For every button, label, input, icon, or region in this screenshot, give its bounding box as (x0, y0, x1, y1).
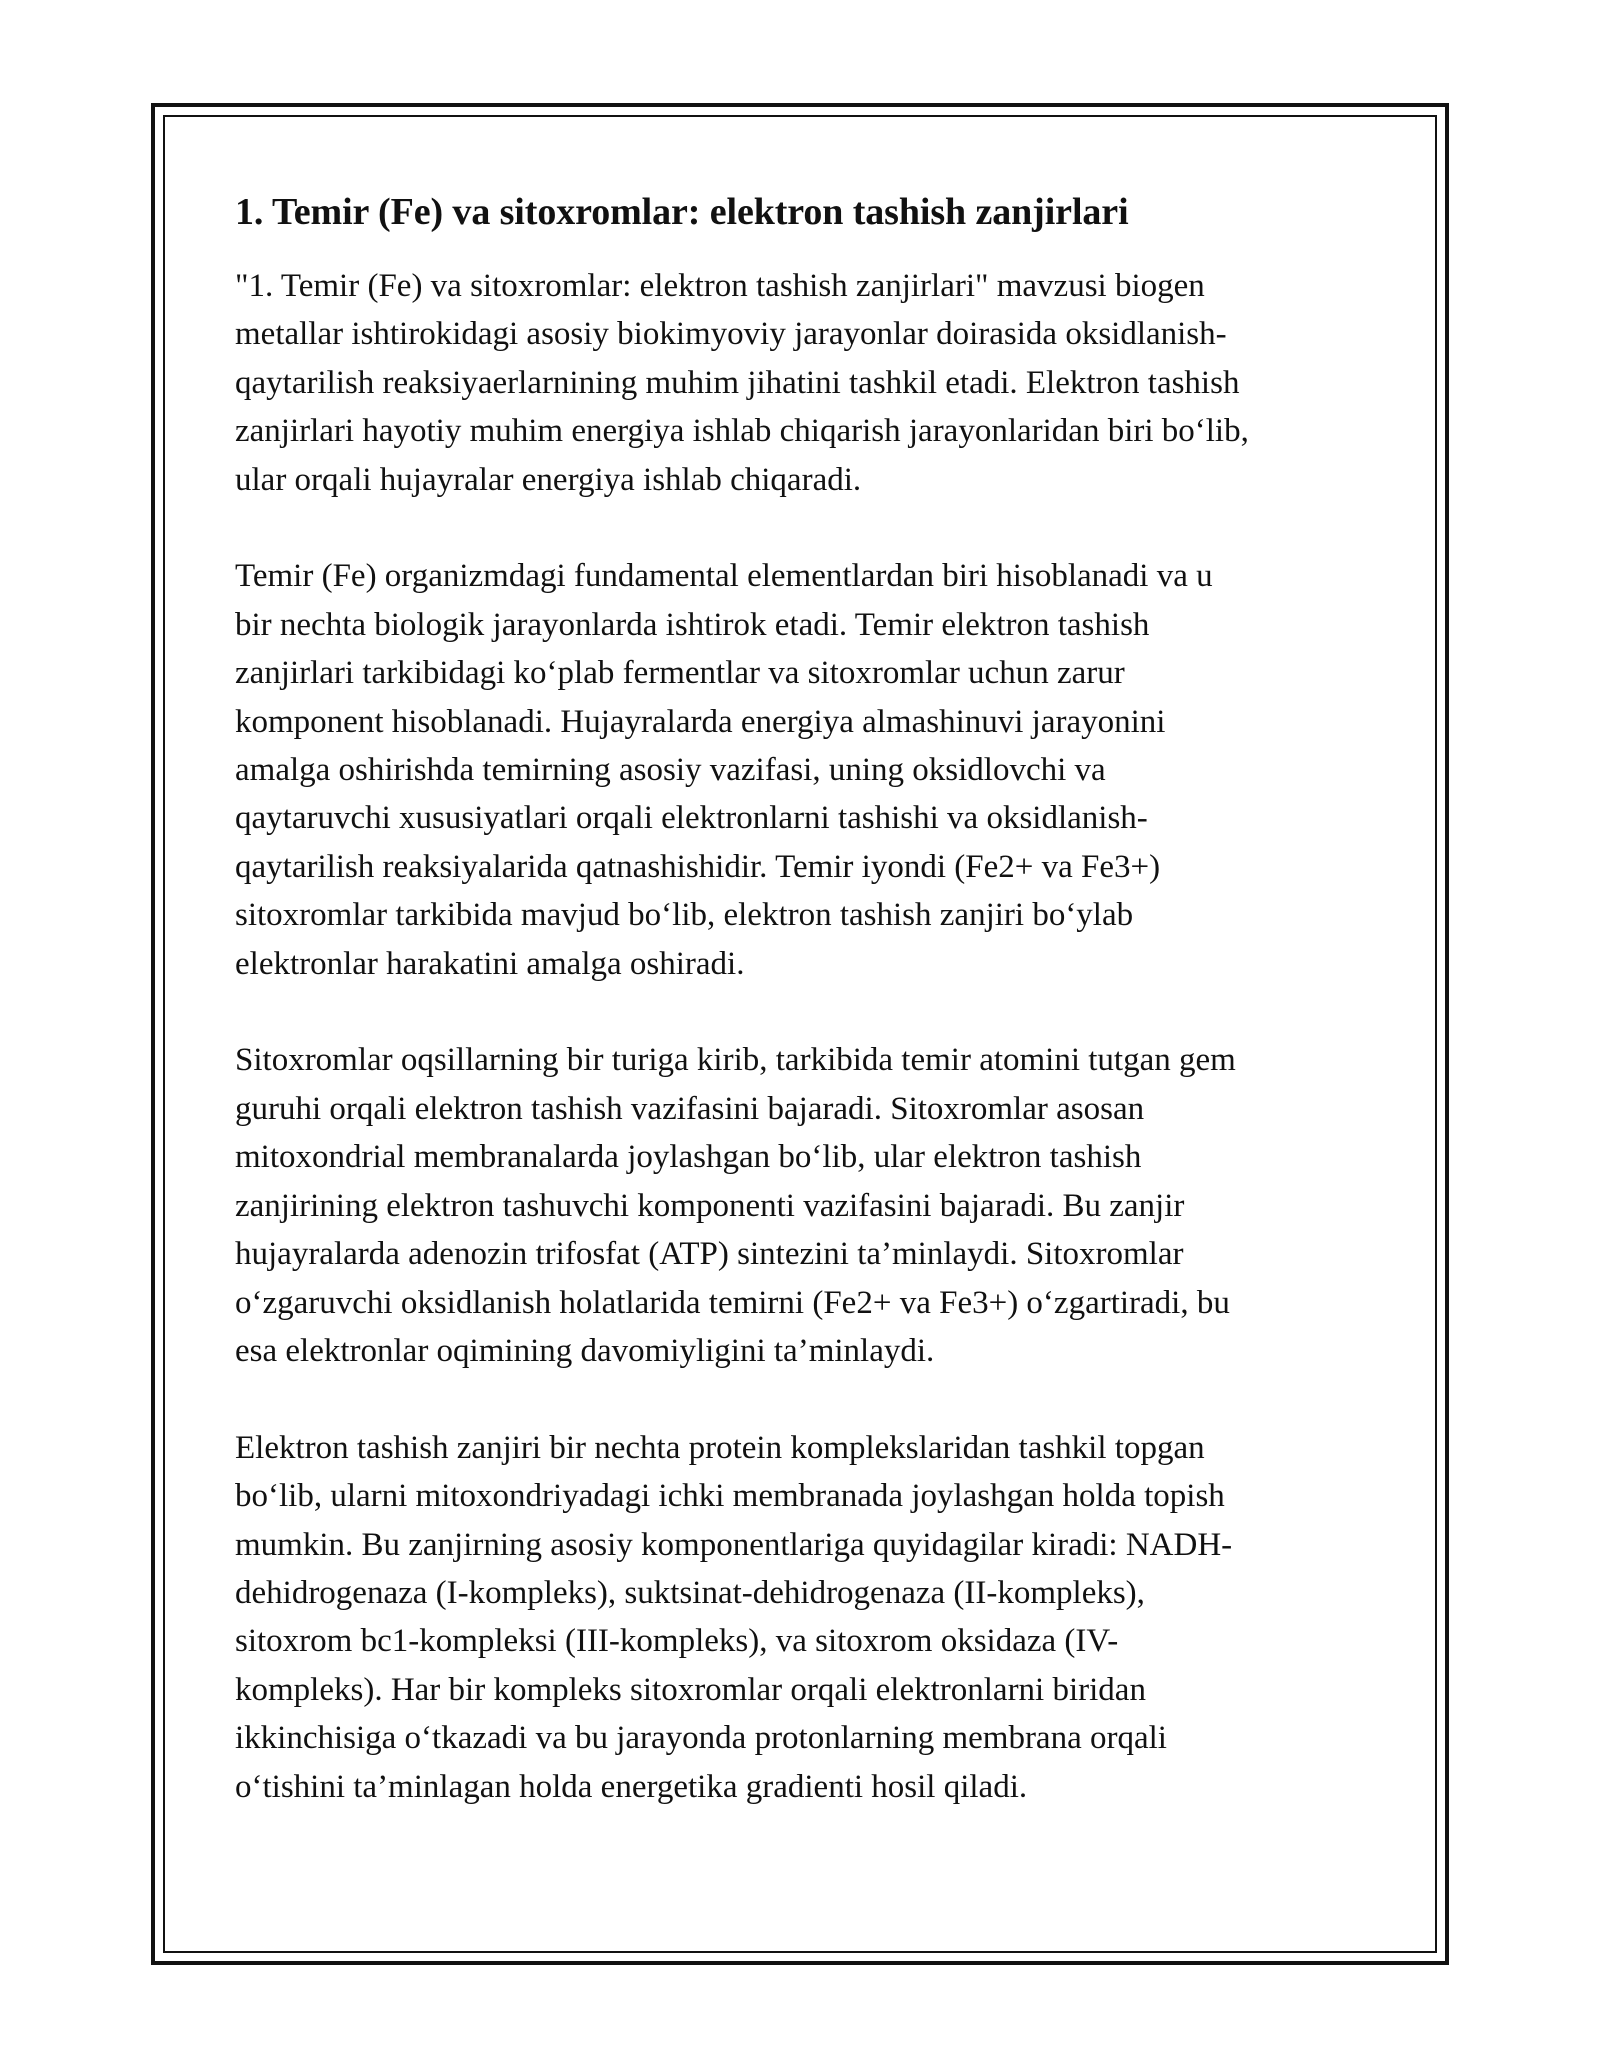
paragraph-line: qaytarilish reaksiyaerlarnining muhim jihatini tashkil etadi. Elektron tashish (235, 364, 1240, 401)
paragraph-line: bir nechta biologik jarayonlarda ishtirok etadi. Temir elektron tashish (235, 606, 1150, 643)
paragraph-line: zanjirlari tarkibidagi ko‘plab fermentlar va sitoxromlar uchun zarur (235, 655, 1125, 692)
paragraph-line: Sitoxromlar oqsillarning bir turiga kirib, tarkibida temir atomini tutgan gem (235, 1042, 1236, 1079)
paragraph-line: bo‘lib, ularni mitoxondriyadagi ichki membranada joylashgan holda topish (235, 1478, 1225, 1515)
paragraph-line: o‘tishini ta’minlagan holda energetika gradienti hosil qiladi. (235, 1768, 1028, 1805)
paragraph-line: ikkinchisiga o‘tkazadi va bu jarayonda protonlarning membrana orqali (235, 1720, 1167, 1757)
document-body (235, 188, 1365, 1859)
paragraph (235, 1036, 1365, 1375)
section-heading: 1. Temir (Fe) va sitoxromlar: elektron tashish zanjirlari (235, 191, 1129, 233)
paragraph-line: qaytarilish reaksiyalarida qatnashishidir. Temir iyondi (Fe2+ va Fe3+) (235, 848, 1161, 885)
paragraph (235, 552, 1365, 988)
paragraph-line: qaytaruvchi xususiyatlari orqali elektronlarni tashishi va oksidlanish- (235, 800, 1148, 837)
paragraph-line: sitoxrom bc1-kompleksi (III-kompleks), va sitoxrom oksidaza (IV- (235, 1623, 1119, 1660)
paragraph-line: Temir (Fe) organizmdagi fundamental elementlardan biri hisoblanadi va u (235, 558, 1213, 595)
paragraph-line: esa elektronlar oqimining davomiyligini ta’minlaydi. (235, 1332, 935, 1369)
paragraph-line: dehidrogenaza (I-kompleks), suktsinat-dehidrogenaza (II-kompleks), (235, 1574, 1145, 1611)
paragraph-line: Elektron tashish zanjiri bir nechta protein komplekslaridan tashkil topgan (235, 1429, 1205, 1466)
paragraph-line: mumkin. Bu zanjirning asosiy komponentlariga quyidagilar kiradi: NADH- (235, 1526, 1233, 1563)
paragraph-line: "1. Temir (Fe) va sitoxromlar: elektron tashish zanjirlari" mavzusi biogen (235, 268, 1205, 304)
paragraph-line: guruhi orqali elektron tashish vazifasini bajaradi. Sitoxromlar asosan (235, 1090, 1145, 1127)
paragraph-list (235, 262, 1365, 1811)
paragraph (235, 1424, 1365, 1811)
paragraph-line: mitoxondrial membranalarda joylashgan bo‘lib, ular elektron tashish (235, 1139, 1142, 1176)
paragraph-line: metallar ishtirokidagi asosiy biokimyoviy jarayonlar doirasida oksidlanish- (235, 316, 1227, 353)
paragraph-line: kompleks). Har bir kompleks sitoxromlar orqali elektronlarni biridan (235, 1671, 1146, 1708)
paragraph-line: komponent hisoblanadi. Hujayralarda energiya almashinuvi jarayonini (235, 703, 1166, 740)
paragraph-line: elektronlar harakatini amalga oshiradi. (235, 945, 745, 982)
paragraph-line: hujayralarda adenozin trifosfat (ATP) sintezini ta’minlaydi. Sitoxromlar (235, 1236, 1184, 1273)
paragraph (235, 262, 1365, 504)
paragraph-line: o‘zgaruvchi oksidlanish holatlarida temirni (Fe2+ va Fe3+) o‘zgartiradi, bu (235, 1284, 1230, 1321)
paragraph-line: zanjirining elektron tashuvchi komponenti vazifasini bajaradi. Bu zanjir (235, 1187, 1185, 1224)
paragraph-line: zanjirlari hayotiy muhim energiya ishlab chiqarish jarayonlaridan biri bo‘lib, (235, 413, 1249, 450)
paragraph-line: sitoxromlar tarkibida mavjud bo‘lib, elektron tashish zanjiri bo‘ylab (235, 897, 1134, 934)
paragraph-line: amalga oshirishda temirning asosiy vazifasi, uning oksidlovchi va (235, 752, 1106, 789)
paragraph-line: ular orqali hujayralar energiya ishlab chiqaradi. (235, 461, 862, 498)
